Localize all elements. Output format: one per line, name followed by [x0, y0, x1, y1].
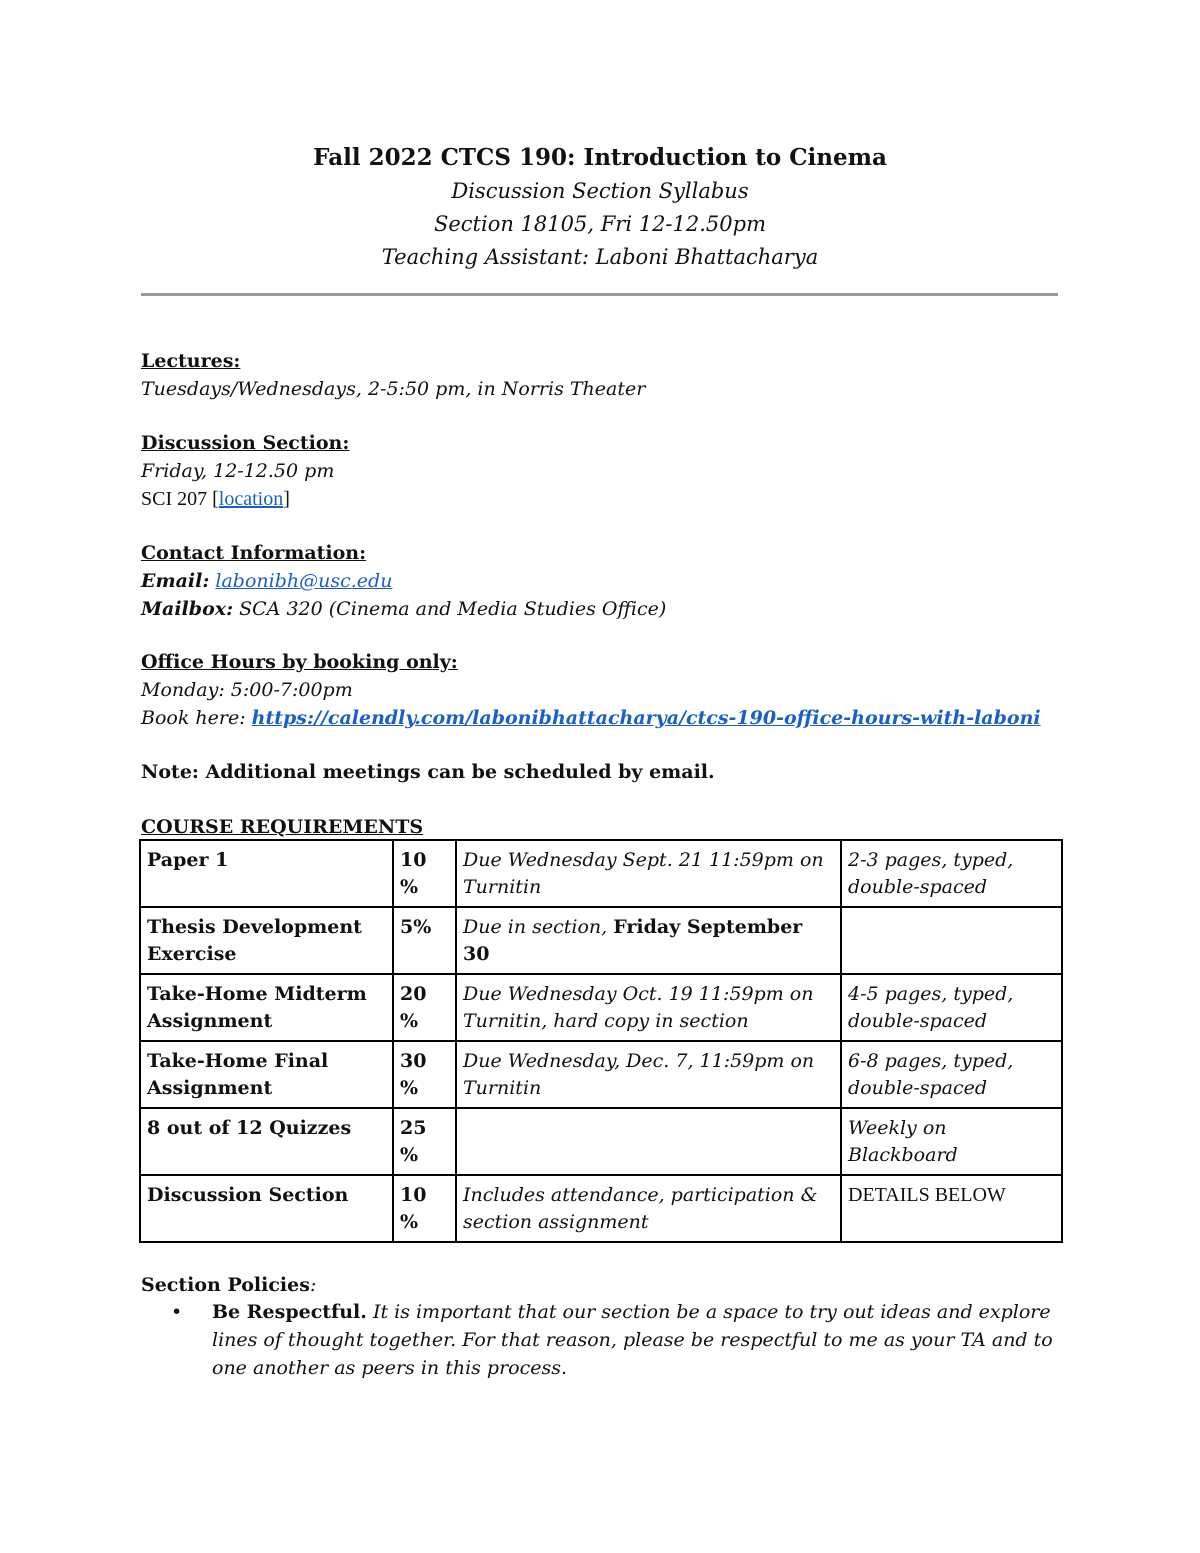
header-divider — [141, 293, 1058, 296]
req-weight: 25 % — [393, 1108, 456, 1175]
req-notes — [841, 907, 1062, 974]
lectures-heading: Lectures: — [141, 350, 241, 372]
req-weight: 10 % — [393, 1175, 456, 1242]
calendly-link[interactable]: https://calendly.com/labonibhattacharya/ctcs-190-office-hours-with-laboni — [251, 707, 1041, 729]
details-below: DETAILS BELOW — [848, 1184, 1006, 1206]
req-weight: 20 % — [393, 974, 456, 1041]
policy-body: It is important that our section be a space to try out ideas and explore lines of thought together. For that reason, please be respectful to me as your TA and to one another as peers in this process. — [212, 1301, 1053, 1379]
req-notes: Weekly on Blackboard — [841, 1108, 1062, 1175]
discussion-room — [141, 485, 1071, 513]
req-due — [456, 907, 841, 974]
email-link[interactable]: labonibh@usc.edu — [215, 570, 393, 592]
req-due — [456, 1108, 841, 1175]
req-weight: 30 % — [393, 1041, 456, 1108]
req-name: Discussion Section — [140, 1175, 393, 1242]
room-suffix: ] — [283, 488, 290, 510]
req-due: Includes attendance, participation & section assignment — [456, 1175, 841, 1242]
office-hours-block — [141, 648, 1071, 732]
table-row — [140, 840, 1062, 907]
contact-heading: Contact Information: — [141, 542, 367, 564]
table-row — [140, 907, 1062, 974]
book-label: Book here: — [141, 707, 246, 729]
office-hours-time: Monday: 5:00-7:00pm — [141, 679, 353, 701]
req-name: 8 out of 12 Quizzes — [140, 1108, 393, 1175]
location-link[interactable]: location — [218, 488, 284, 510]
note-text: Note: Additional meetings can be scheduled by email. — [141, 761, 715, 783]
policies-heading-colon: : — [309, 1274, 317, 1296]
table-row — [140, 1108, 1062, 1175]
req-notes: 6-8 pages, typed, double-spaced — [841, 1041, 1062, 1108]
req-due: Due Wednesday Sept. 21 11:59pm on Turnitin — [456, 840, 841, 907]
section-info: Section 18105, Fri 12-12.50pm — [433, 212, 767, 236]
policy-text — [212, 1298, 1062, 1382]
office-hours-heading: Office Hours by booking only: — [141, 651, 458, 673]
ta-info: Teaching Assistant: Laboni Bhattacharya — [381, 245, 819, 269]
req-weight: 10 % — [393, 840, 456, 907]
mailbox-label: Mailbox: — [141, 598, 234, 620]
table-row — [140, 1041, 1062, 1108]
req-name: Paper 1 — [140, 840, 393, 907]
mailbox-line — [141, 595, 1071, 623]
req-notes — [841, 1175, 1062, 1242]
req-due: Due Wednesday, Dec. 7, 11:59pm on Turnitin — [456, 1041, 841, 1108]
discussion-heading: Discussion Section: — [141, 432, 350, 454]
policies-heading-text: Section Policies — [141, 1274, 310, 1296]
req-due-date: Friday September 30 — [463, 916, 803, 965]
req-due-text: Due in section, — [463, 916, 608, 938]
table-row — [140, 1175, 1062, 1242]
req-name: Thesis Development Exercise — [140, 907, 393, 974]
policy-title: Be Respectful. — [212, 1301, 367, 1323]
email-line — [141, 567, 1071, 595]
policies-heading — [141, 1271, 316, 1299]
req-name: Take-Home Final Assignment — [140, 1041, 393, 1108]
table-row — [140, 974, 1062, 1041]
req-notes: 2-3 pages, typed, double-spaced — [841, 840, 1062, 907]
mailbox-text: SCA 320 (Cinema and Media Studies Office) — [239, 598, 667, 620]
lectures-block — [141, 347, 1071, 403]
requirements-heading: COURSE REQUIREMENTS — [141, 816, 424, 838]
discussion-block — [141, 429, 1071, 513]
requirements-table — [139, 839, 1063, 1243]
booking-line — [141, 704, 1071, 732]
lectures-text: Tuesdays/Wednesdays, 2-5:50 pm, in Norris Theater — [141, 378, 646, 400]
bullet-icon: • — [171, 1301, 183, 1323]
discussion-time: Friday, 12-12.50 pm — [141, 460, 335, 482]
req-notes: 4-5 pages, typed, double-spaced — [841, 974, 1062, 1041]
req-name: Take-Home Midterm Assignment — [140, 974, 393, 1041]
req-weight: 5% — [393, 907, 456, 974]
req-due: Due Wednesday Oct. 19 11:59pm on Turnitin, hard copy in section — [456, 974, 841, 1041]
doc-subtitle: Discussion Section Syllabus — [451, 179, 749, 203]
room-prefix: SCI 207 [ — [141, 488, 219, 510]
email-label: Email: — [141, 570, 210, 592]
doc-title: Fall 2022 CTCS 190: Introduction to Cinema — [313, 144, 887, 171]
contact-block — [141, 539, 1071, 623]
